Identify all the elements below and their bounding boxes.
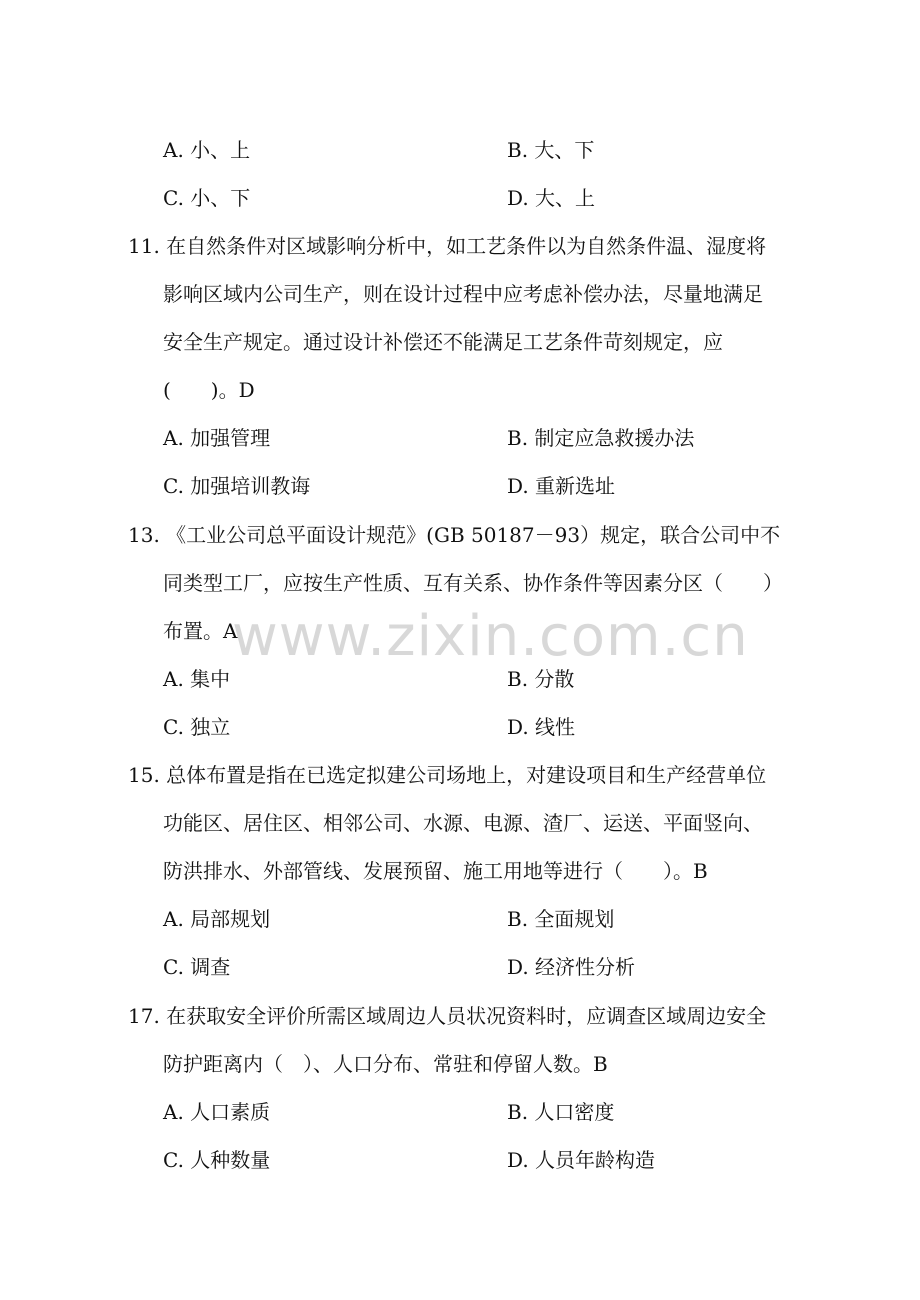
option-c: C. 加强培训教诲 [163,474,311,498]
option-c: C. 人种数量 [163,1148,271,1172]
option-d: D. 大、上 [507,186,596,210]
question-11-line: 安全生产规定。通过设计补偿还不能满足工艺条件苛刻规定，应 [163,330,723,354]
question-15-line: 防洪排水、外部管线、发展预留、施工用地等进行（ ）。B [163,859,708,883]
option-a: A. 小、上 [163,138,251,162]
option-c: C. 调查 [163,955,231,979]
question-13-line: 同类型工厂，应按生产性质、互有关系、协作条件等因素分区（ ） [163,571,783,595]
option-d: D. 线性 [507,715,576,739]
option-c: C. 小、下 [163,186,251,210]
question-15-line: 功能区、居住区、相邻公司、水源、电源、渣厂、运送、平面竖向、 [163,811,763,835]
question-17-line: 17. 在获取安全评价所需区域周边人员状况资料时，应调查区域周边安全 [128,1004,767,1028]
question-11-line: 11. 在自然条件对区域影响分析中，如工艺条件以为自然条件温、湿度将 [128,234,767,258]
option-b: B. 大、下 [507,138,595,162]
watermark: www.zixin.com.cn [232,604,749,669]
option-a: A. 人口素质 [163,1100,271,1124]
question-13-line: 布置。A [163,619,238,643]
option-b: B. 分散 [507,667,575,691]
option-a: A. 集中 [163,667,231,691]
option-b: B. 制定应急救援办法 [507,426,695,450]
option-d: D. 重新选址 [507,474,616,498]
option-a: A. 加强管理 [163,426,271,450]
option-a: A. 局部规划 [163,907,271,931]
question-17-line: 防护距离内（ ）、人口分布、常驻和停留人数。B [163,1052,608,1076]
option-b: B. 全面规划 [507,907,615,931]
option-c: C. 独立 [163,715,231,739]
question-11-line: ( )。D [163,378,255,402]
option-d: D. 人员年龄构造 [507,1148,656,1172]
question-13-line: 13. 《工业公司总平面设计规范》(GB 50187－93）规定，联合公司中不 [128,523,781,547]
question-15-line: 15. 总体布置是指在已选定拟建公司场地上，对建设项目和生产经营单位 [128,763,767,787]
question-11-line: 影响区域内公司生产，则在设计过程中应考虑补偿办法，尽量地满足 [163,282,763,306]
option-d: D. 经济性分析 [507,955,636,979]
option-b: B. 人口密度 [507,1100,615,1124]
